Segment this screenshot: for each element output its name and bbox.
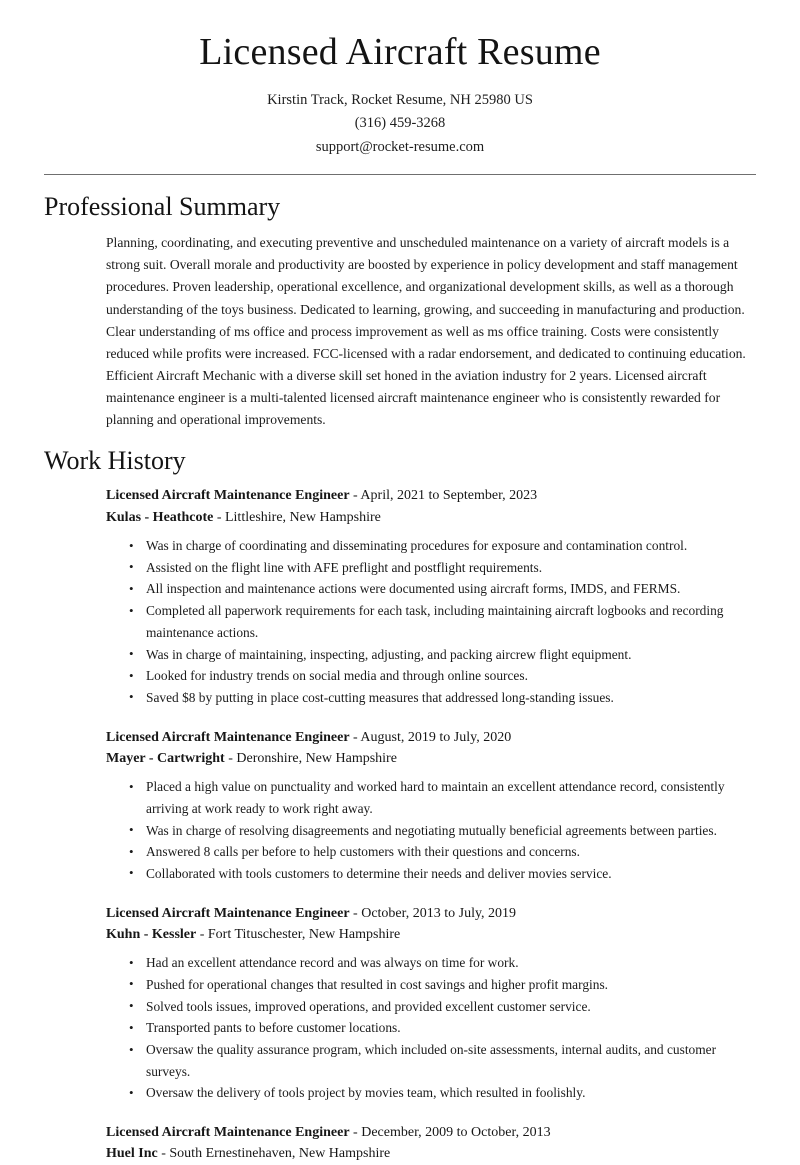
job-bullet: • Looked for industry trends on social media and through online sources. [129,665,756,687]
professional-summary-body [44,232,756,431]
contact-phone: (316) 459-3268 [354,115,446,132]
header-divider [44,174,756,175]
professional-summary-section [44,192,756,431]
job-bullet: • Completed all paperwork requirements for each task, including maintaining aircraft logbooks and recording maintenance actions. [129,600,756,643]
job-location: - Littleshire, New Hampshire [213,509,381,525]
job-bullet: • Placed a high value on punctuality and worked hard to maintain an excellent attendance record, consistently arriving at work ready to work right away. [129,776,756,819]
job-bullet: • Oversaw the quality assurance program, which included on-site assessments, internal audits, and customer surveys. [129,1039,756,1082]
job-bullet: • Was in charge of resolving disagreements and negotiating mutually beneficial agreements between parties. [129,820,756,842]
job-bullet: • Saved $8 by putting in place cost-cutting measures that addressed long-standing issues. [129,687,756,709]
job-bullet: • Had an excellent attendance record and was always on time for work. [129,952,756,974]
job-dates: - December, 2009 to October, 2013 [349,1125,551,1141]
job-bullet: • Was in charge of coordinating and disseminating procedures for exposure and contamination control. [129,535,756,557]
work-history-entry [106,1122,756,1165]
job-bullet: • Solved tools issues, improved operations, and provided excellent customer service. [129,996,756,1018]
job-title: Licensed Aircraft Maintenance Engineer [106,729,350,745]
professional-summary-heading: Professional Summary [44,192,281,222]
resume-header [44,0,756,159]
work-history-list [44,485,756,1164]
work-history-entry [106,727,756,885]
job-company: Kuhn - Kessler [106,926,197,942]
contact-address: Kirstin Track, Rocket Resume, NH 25980 US [267,91,533,108]
job-location: - Deronshire, New Hampshire [224,750,397,766]
contact-email: support@rocket-resume.com [315,138,485,155]
job-company: Mayer - Cartwright [106,750,225,766]
job-title: Licensed Aircraft Maintenance Engineer [106,1125,350,1141]
job-bullet: • Answered 8 calls per before to help customers with their questions and concerns. [129,841,756,863]
job-bullet-list [106,535,756,709]
job-bullet: • All inspection and maintenance actions were documented using aircraft forms, IMDS, and FERMS. [129,578,756,600]
job-bullet: • Pushed for operational changes that resulted in cost savings and higher profit margins. [129,974,756,996]
work-history-heading: Work History [44,445,186,475]
job-bullet: • Collaborated with tools customers to determine their needs and deliver movies service. [129,863,756,885]
job-bullet: • Was in charge of maintaining, inspecting, adjusting, and packing aircrew flight equipment. [129,644,756,666]
job-bullet: • Oversaw the delivery of tools project by movies team, which resulted in foolishly. [129,1082,756,1104]
job-title: Licensed Aircraft Maintenance Engineer [106,905,350,921]
job-bullet: • Transported pants to before customer locations. [129,1017,756,1039]
job-dates: - April, 2021 to September, 2023 [349,488,538,504]
job-title: Licensed Aircraft Maintenance Engineer [106,488,350,504]
job-company: Kulas - Heathcote [106,509,214,525]
work-history-entry [106,485,756,708]
job-bullet-list [106,776,756,885]
job-title-line [106,727,756,748]
job-dates: - August, 2019 to July, 2020 [349,729,512,745]
job-company-line [106,924,756,945]
job-title-line [106,903,756,924]
professional-summary-text: Planning, coordinating, and executing preventive and unscheduled maintenance on a variety of aircraft models is a strong suit. Overall morale and productivity are boosted by experience in policy development and staff management procedures. Proven leadership, operational excellence, and organizational development skills, as well as a thorough understanding of the toys business. Dedicated to learning, growing, and succeeding in manufacturing and production. Clear understanding of ms office and process improvement as well as ms office training. Costs were consistently reduced while profits were increased. FCC-licensed with a radar endorsement, and dedicated to continuing education. Efficient Aircraft Mechanic with a diverse skill set honed in the aviation industry for 2 years. Licensed aircraft maintenance engineer is a multi-talented licensed aircraft maintenance engineer who is consistently rewarded for planning and operational improvements. [106,235,746,428]
job-location: - South Ernestinehaven, New Hampshire [157,1146,391,1162]
job-company-line [106,1143,756,1164]
work-history-entry [106,903,756,1104]
page-title: Licensed Aircraft Resume [199,31,601,73]
work-history-section [44,446,756,1165]
job-bullet: • Assisted on the flight line with AFE preflight and postflight requirements. [129,557,756,579]
job-bullet-list [106,952,756,1104]
job-company-line [106,507,756,528]
job-location: - Fort Tituschester, New Hampshire [196,926,401,942]
job-title-line [106,1122,756,1143]
job-dates: - October, 2013 to July, 2019 [349,905,517,921]
job-company: Huel Inc [106,1146,158,1162]
job-title-line [106,485,756,506]
job-company-line [106,748,756,769]
